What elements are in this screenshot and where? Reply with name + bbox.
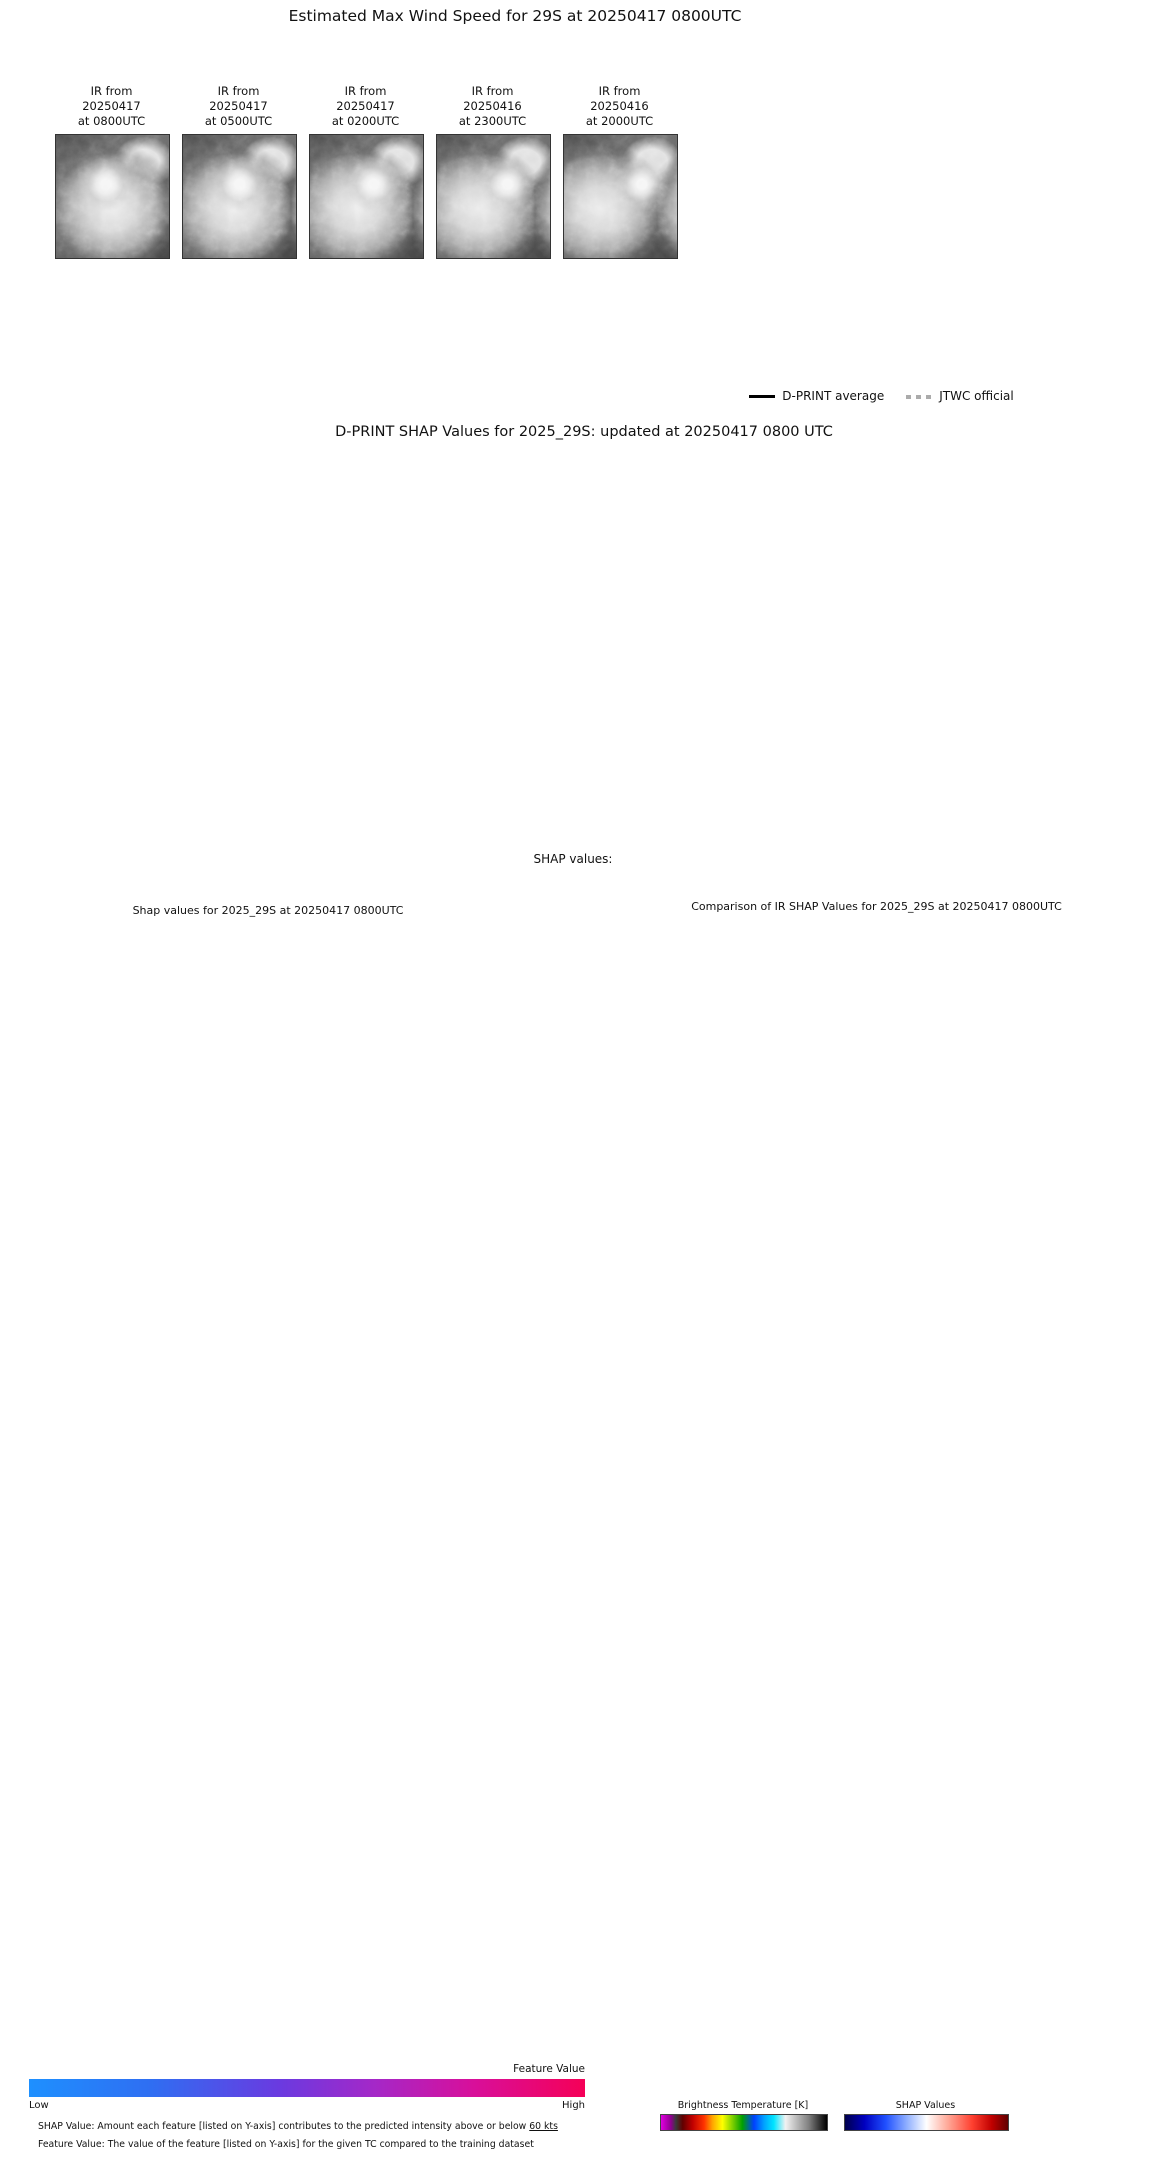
timeseries-title: D-PRINT SHAP Values for 2025_29S: updated at 20250417 0800 UTC — [335, 424, 833, 440]
shap-colorbar — [844, 2114, 1009, 2131]
histogram-legend — [695, 389, 1068, 403]
histogram-legend-avg — [749, 389, 884, 403]
noise-texture — [437, 135, 550, 258]
feature-colorbar-label: Feature Value — [513, 2063, 585, 2075]
ir-thumbnail-row — [55, 84, 676, 259]
dotplot-title: Shap values for 2025_29S at 20250417 0800UTC — [132, 904, 404, 917]
msw-histogram-block — [695, 28, 1068, 403]
ir-thumbnail-label: IR from 20250416 at 2300UTC — [458, 84, 527, 128]
ir-thumbnail-label: IR from 20250416 at 2000UTC — [585, 84, 654, 128]
ir-satellite-image — [55, 134, 170, 259]
footnote-line1-text: SHAP Value: Amount each feature [listed on Y-axis] contributes to the predicted intensity above or below — [38, 2121, 530, 2132]
ir-thumbnail-label: IR from 20250417 at 0200UTC — [331, 84, 400, 128]
footnote-underlined-value: 60 kts — [529, 2121, 558, 2132]
shap-colorbar-label: SHAP Values — [895, 2100, 956, 2111]
ir-thumbnail-label: IR from 20250417 at 0500UTC — [204, 84, 273, 128]
avg-line-label: D-PRINT average — [782, 389, 885, 403]
noise-texture — [183, 135, 296, 258]
timeseries-chart — [0, 446, 1168, 846]
official-line-label: JTWC official — [939, 389, 1014, 403]
ir-thumbnail-2 — [309, 84, 422, 259]
ir-thumbnail-label: IR from 20250417 at 0800UTC — [77, 84, 146, 128]
footnote-feature-value: Feature Value: The value of the feature [listed on Y-axis] for the given TC compared to the training dataset — [38, 2139, 534, 2150]
ir-satellite-image — [563, 134, 678, 259]
noise-texture — [310, 135, 423, 258]
ir-thumbnail-4 — [563, 84, 676, 259]
page-title: Estimated Max Wind Speed for 29S at 20250417 0800UTC — [288, 7, 742, 25]
timeseries-legend-prefix: SHAP values: — [533, 852, 613, 866]
ir-satellite-image — [182, 134, 297, 259]
noise-texture — [564, 135, 677, 258]
noise-texture — [56, 135, 169, 258]
timeseries-legend — [0, 852, 1168, 866]
feature-colorbar-high: High — [562, 2100, 585, 2111]
official-line-swatch — [906, 395, 932, 399]
ir-thumbnail-3 — [436, 84, 549, 259]
comparison-title: Comparison of IR SHAP Values for 2025_29S at 20250417 0800UTC — [691, 900, 1062, 913]
avg-line-swatch — [749, 395, 775, 398]
histogram-legend-official — [906, 389, 1014, 403]
dotplot-chart — [0, 918, 600, 2078]
feature-colorbar-low: Low — [29, 2100, 49, 2111]
feature-colorbar — [29, 2079, 585, 2097]
bt-colorbar-label: Brightness Temperature [K] — [677, 2100, 809, 2111]
ir-thumbnail-0 — [55, 84, 168, 259]
bt-colorbar — [660, 2114, 828, 2131]
ir-satellite-image — [309, 134, 424, 259]
msw-histogram-chart — [695, 28, 1068, 383]
ir-thumbnail-1 — [182, 84, 295, 259]
footnote-shap-value — [38, 2121, 558, 2132]
ir-satellite-image — [436, 134, 551, 259]
